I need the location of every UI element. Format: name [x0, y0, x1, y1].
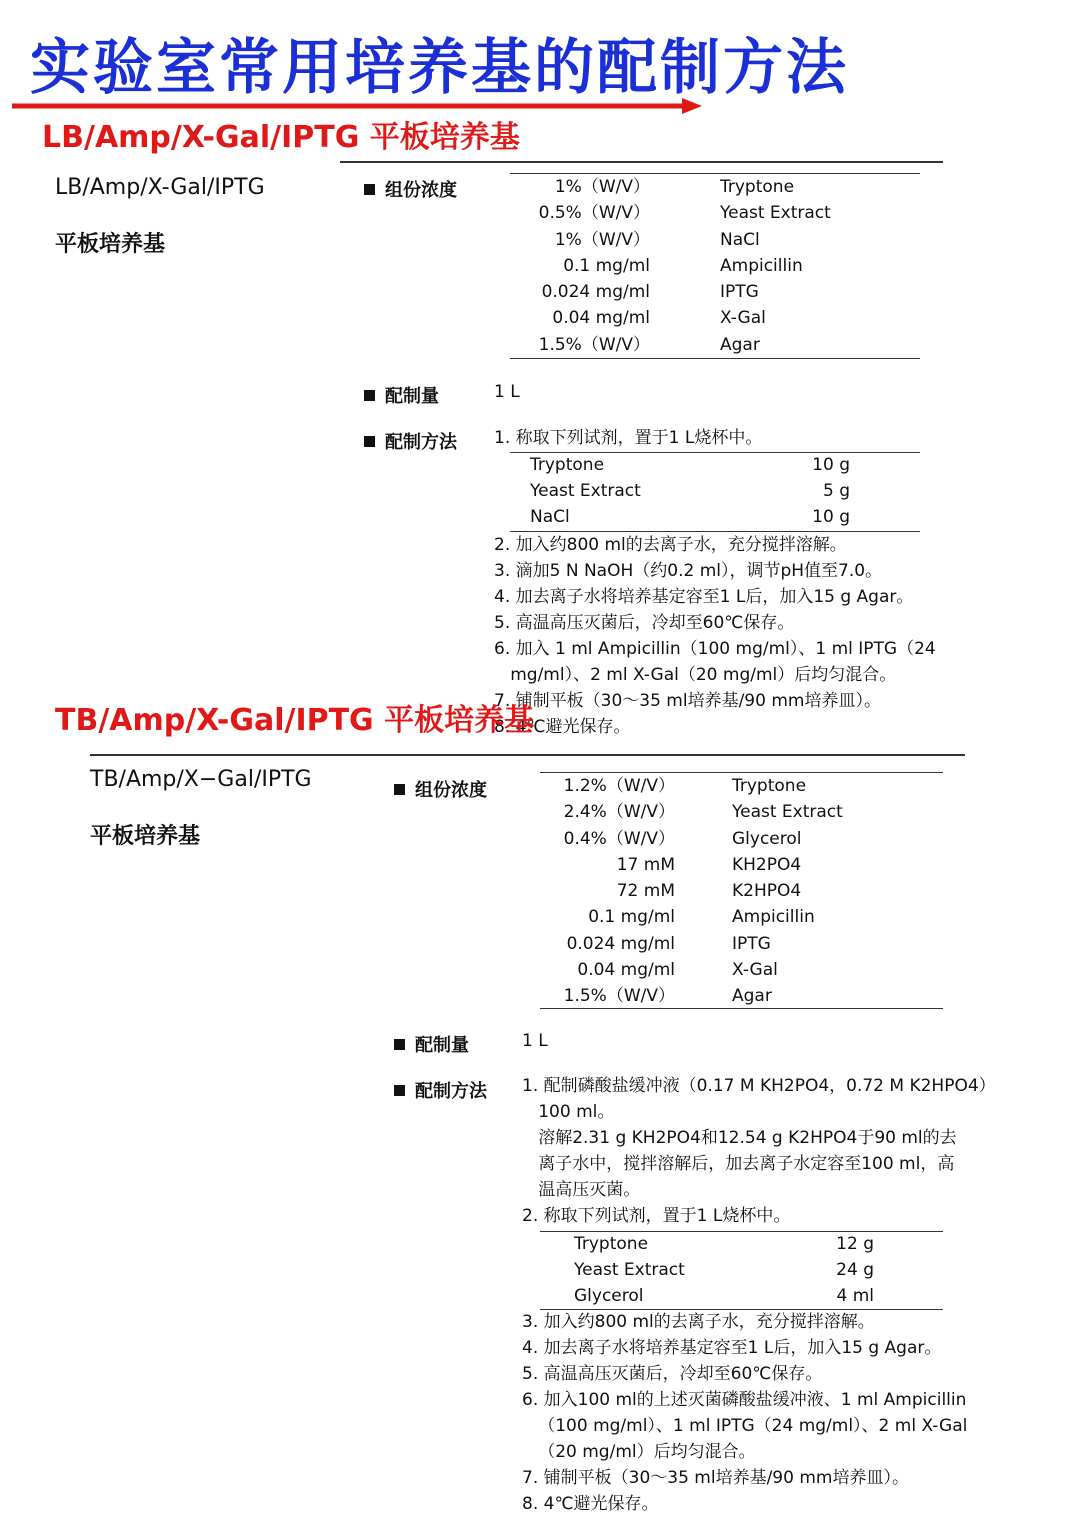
method-steps-post-lb — [494, 532, 949, 740]
table-row — [510, 174, 920, 200]
method-step: 4. 加去离子水将培养基定容至1 L后，加入15 g Agar。 — [494, 587, 914, 607]
method-step: 3. 加入约800 ml的去离子水，充分搅拌溶解。 — [522, 1312, 875, 1332]
amount-cell: 0.04 mg/ml — [577, 960, 675, 981]
table-row — [540, 878, 943, 904]
table-row — [574, 1283, 874, 1309]
composition-label: 组份浓度 — [394, 776, 487, 802]
quantity-cell: 12 g — [836, 1234, 874, 1254]
table-row — [530, 504, 850, 530]
table-row — [530, 478, 850, 504]
reagent-cell: Yeast Extract — [720, 203, 831, 224]
quantity-cell: 24 g — [836, 1260, 874, 1280]
method-step: 离子水中，搅拌溶解后，加去离子水定容至100 ml，高 — [522, 1154, 955, 1174]
volume-label: 配制量 — [364, 382, 439, 408]
volume-value: 1 L — [522, 1031, 548, 1051]
composition-table-lb — [510, 173, 920, 358]
method-steps-pre-tb — [522, 1073, 996, 1229]
reagent-cell: NaCl — [720, 229, 760, 250]
method-step: 2. 加入约800 ml的去离子水，充分搅拌溶解。 — [494, 535, 847, 555]
reagent-cell: IPTG — [720, 282, 759, 303]
method-step: 5. 高温高压灭菌后，冷却至60℃保存。 — [494, 613, 795, 633]
method-step: 1. 配制磷酸盐缓冲液（0.17 M KH2PO4，0.72 M K2HPO4） — [522, 1076, 996, 1096]
amount-cell: 17 mM — [616, 854, 675, 875]
volume-label: 配制量 — [394, 1031, 469, 1057]
medium-name-cn: 平板培养基 — [90, 824, 201, 849]
method-step: 7. 铺制平板（30～35 ml培养基/90 mm培养皿）。 — [522, 1468, 909, 1488]
reagent-cell: Tryptone — [574, 1234, 649, 1254]
reagent-cell: K2HPO4 — [732, 881, 802, 902]
bullet-icon — [394, 1039, 405, 1050]
amount-cell: 1%（W/V） — [554, 177, 650, 197]
reagent-cell: Yeast Extract — [530, 481, 641, 501]
method-step: 6. 加入100 ml的上述灭菌磷酸盐缓冲液、1 ml Ampicillin — [522, 1390, 967, 1410]
method-step: 1. 称取下列试剂，置于1 L烧杯中。 — [494, 428, 763, 448]
table-row — [510, 227, 920, 253]
medium-name: TB/Amp/X−Gal/IPTG — [90, 767, 312, 792]
method-step: 2. 称取下列试剂，置于1 L烧杯中。 — [522, 1206, 791, 1226]
amount-cell: 0.024 mg/ml — [566, 933, 675, 954]
bullet-icon — [394, 784, 405, 795]
method-step: 8. 4℃避光保存。 — [494, 717, 631, 737]
table-row — [540, 957, 943, 983]
method-step: 7. 铺制平板（30～35 ml培养基/90 mm培养皿）。 — [494, 691, 881, 711]
reagent-cell: Yeast Extract — [574, 1260, 685, 1280]
amount-cell: 2.4%（W/V） — [563, 802, 675, 823]
method-step: 6. 加入 1 ml Ampicillin（100 mg/ml）、1 ml IPTG（24 — [494, 639, 936, 659]
amount-cell: 0.5%（W/V） — [538, 203, 650, 224]
amount-cell: 1%（W/V） — [554, 229, 650, 250]
amount-cell: 72 mM — [616, 881, 675, 902]
method-step: 5. 高温高压灭菌后，冷却至60℃保存。 — [522, 1364, 823, 1384]
amount-cell: 0.024 mg/ml — [541, 282, 650, 303]
method-step: 溶解2.31 g KH2PO4和12.54 g K2HPO4于90 ml的去 — [522, 1128, 957, 1148]
table-row — [574, 1231, 874, 1257]
amount-cell: 0.1 mg/ml — [588, 907, 675, 928]
reagent-cell: IPTG — [732, 933, 771, 954]
method-steps-post-tb — [522, 1309, 977, 1517]
reagent-cell: NaCl — [530, 507, 570, 527]
bullet-icon — [364, 436, 375, 447]
amount-cell: 0.1 mg/ml — [563, 255, 650, 276]
method-step: 100 ml。 — [522, 1102, 615, 1122]
table-row — [510, 200, 920, 226]
method-step: 4. 加去离子水将培养基定容至1 L后，加入15 g Agar。 — [522, 1338, 942, 1358]
reagent-cell: Glycerol — [732, 828, 802, 849]
amount-cell: 0.04 mg/ml — [552, 308, 650, 329]
amount-cell: 0.4%（W/V） — [563, 828, 675, 849]
method-step: （20 mg/ml）后均匀混合。 — [522, 1442, 756, 1462]
reagent-cell: X-Gal — [732, 960, 778, 981]
table-row — [540, 852, 943, 878]
reagent-cell: Ampicillin — [720, 255, 803, 276]
weigh-table-lb — [530, 452, 850, 530]
table-row — [510, 253, 920, 279]
table-row — [540, 983, 943, 1009]
medium-name: LB/Amp/X-Gal/IPTG — [55, 175, 265, 200]
composition-table-tb — [540, 772, 943, 1010]
reagent-cell: Ampicillin — [732, 907, 815, 928]
table-row — [540, 826, 943, 852]
method-step: （100 mg/ml）、1 ml IPTG（24 mg/ml）、2 ml X-Gal — [522, 1416, 968, 1436]
bullet-icon — [364, 390, 375, 401]
reagent-cell: Tryptone — [732, 776, 807, 796]
bullet-icon — [394, 1085, 405, 1096]
method-step: 温高压灭菌。 — [522, 1180, 641, 1200]
reagent-cell: Agar — [732, 986, 772, 1007]
table-bottom-rule — [510, 358, 920, 359]
weigh-table-tb — [574, 1231, 874, 1309]
section-heading-tb: TB/Amp/X-Gal/IPTG 平板培养基 — [55, 703, 535, 738]
method-steps-pre-lb — [494, 425, 944, 451]
amount-cell: 1.5%（W/V） — [538, 334, 650, 355]
reagent-cell: Tryptone — [720, 177, 795, 197]
quantity-cell: 10 g — [812, 507, 850, 527]
method-step: 8. 4℃避光保存。 — [522, 1494, 659, 1514]
reagent-cell: Yeast Extract — [732, 802, 843, 823]
page-title: 实验室常用培养基的配制方法 — [30, 33, 849, 103]
table-row — [510, 279, 920, 305]
section-heading-lb: LB/Amp/X-Gal/IPTG 平板培养基 — [42, 120, 520, 155]
reagent-cell: Glycerol — [574, 1286, 644, 1306]
table-bottom-rule — [540, 1008, 943, 1009]
reagent-cell: Tryptone — [530, 455, 605, 475]
table-row — [540, 799, 943, 825]
medium-name-cn: 平板培养基 — [55, 232, 166, 257]
table-row — [574, 1257, 874, 1283]
method-step: 3. 滴加5 N NaOH（约0.2 ml），调节pH值至7.0。 — [494, 561, 883, 581]
reagent-cell: Agar — [720, 334, 760, 355]
table-row — [540, 904, 943, 930]
table-row — [540, 773, 943, 799]
section-rule — [90, 754, 965, 756]
method-label: 配制方法 — [364, 428, 457, 454]
bullet-icon — [364, 184, 375, 195]
volume-value: 1 L — [494, 382, 520, 402]
reagent-cell: KH2PO4 — [732, 854, 802, 875]
table-row — [540, 931, 943, 957]
table-row — [530, 452, 850, 478]
quantity-cell: 4 ml — [836, 1286, 874, 1306]
composition-label: 组份浓度 — [364, 176, 457, 202]
section-rule — [340, 161, 943, 163]
amount-cell: 1.2%（W/V） — [563, 776, 675, 796]
reagent-cell: X-Gal — [720, 308, 766, 329]
table-row — [510, 332, 920, 358]
method-step: mg/ml）、2 ml X-Gal（20 mg/ml）后均匀混合。 — [494, 665, 897, 685]
quantity-cell: 5 g — [822, 481, 850, 501]
method-label: 配制方法 — [394, 1077, 487, 1103]
title-underline-arrow — [12, 96, 702, 116]
amount-cell: 1.5%（W/V） — [563, 986, 675, 1007]
table-row — [510, 305, 920, 331]
quantity-cell: 10 g — [812, 455, 850, 475]
